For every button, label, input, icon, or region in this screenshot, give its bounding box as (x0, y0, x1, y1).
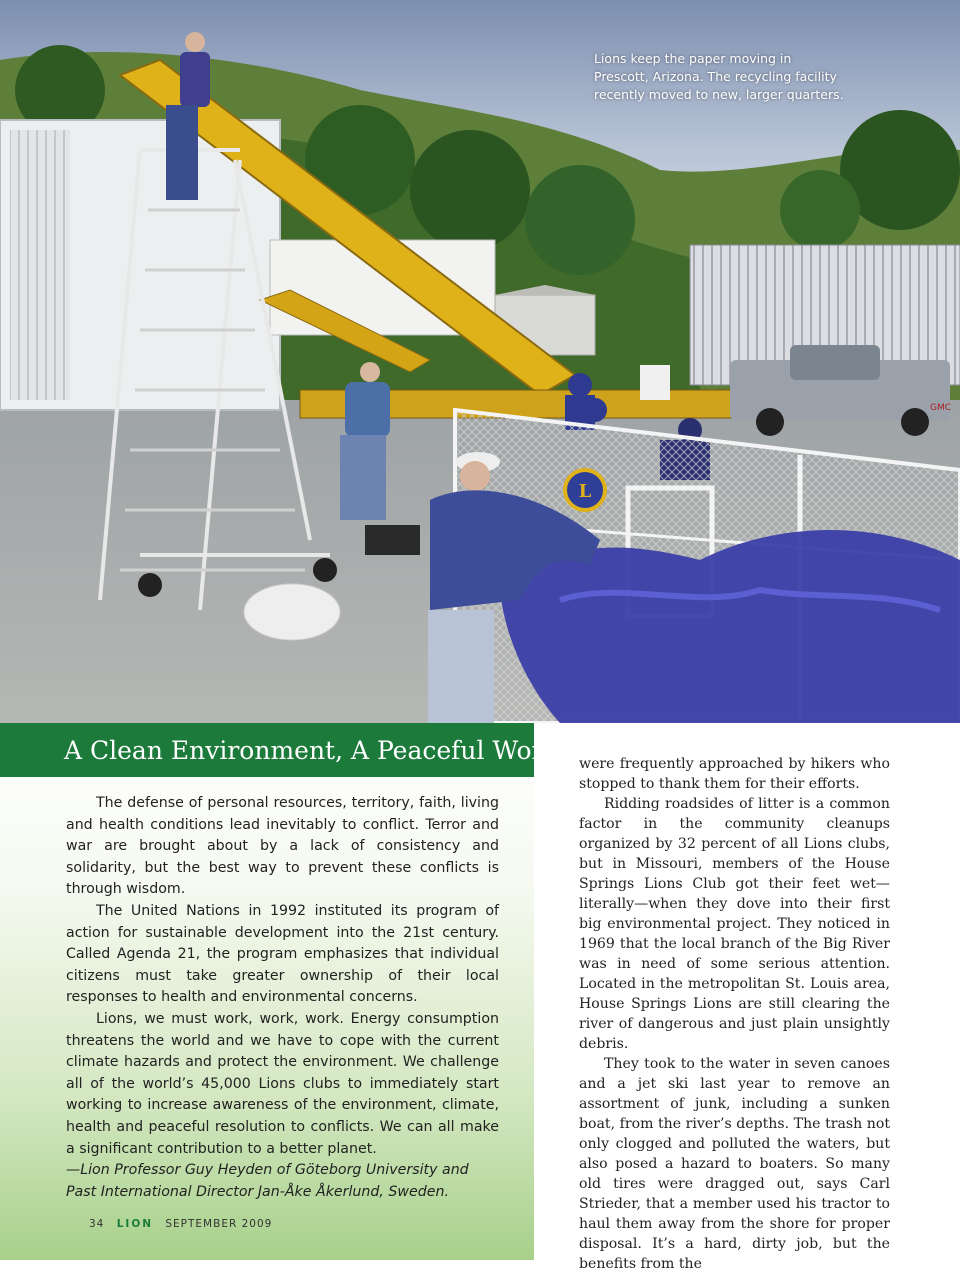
article-paragraph: were frequently approached by hikers who stopped to thank them for their efforts. (579, 756, 890, 792)
tree (780, 170, 860, 250)
garbage-bag (244, 584, 340, 640)
lions-emblem-sign (565, 470, 605, 510)
sidebar-credit: —Lion Professor Guy Heyden of Göteborg University and Past International Director Jan-Åke Åkerlund, Sweden. (66, 1162, 469, 1200)
sidebar-paragraph: The United Nations in 1992 instituted its program of action for sustainable development into the 21st century. Called Agenda 21, the program emphasizes that individual citizens must take greater ownership of their local responses to health and environmental concerns. (66, 902, 499, 1006)
photo-caption: Lions keep the paper moving in Prescott, Arizona. The recycling facility recently moved to new, larger quarters. (594, 51, 844, 102)
article-column (579, 754, 890, 1274)
tree (525, 165, 635, 275)
sidebar-body (66, 793, 499, 1203)
page-footer (89, 1218, 272, 1230)
truck-badge: GMC (930, 403, 952, 413)
magazine-name: LION (116, 1218, 154, 1230)
black-crate (365, 525, 420, 555)
lions-emblem-letter: L (578, 481, 592, 502)
tree (410, 130, 530, 250)
issue-date: SEPTEMBER 2009 (165, 1218, 273, 1230)
sidebar-paragraph: Lions, we must work, work, work. Energy consumption threatens the world and we have to cope with the current climate hazards and protect the environment. We challenge all of the world’s 45,000 Lions clubs to immediately start working to increase awareness of the environment, climate, health and peaceful resolution to conflicts. We can all make a significant contribution to a better planet. (66, 1010, 499, 1157)
article-paragraph: They took to the water in seven canoes and a jet ski last year to remove an assortment of junk, including a sunken boat, from the river’s depths. The trash not only clogged and polluted the waters, but also posed a hazard to boaters. So many old tires were dragged out, says Carl Strieder, that a member used his tractor to haul them away from the shore for proper disposal. It’s a hard, dirty job, but the benefits from the (579, 1056, 890, 1272)
page-number: 34 (89, 1218, 105, 1230)
sidebar-paragraph: The defense of personal resources, territory, faith, living and health conditions lead inevitably to conflict. Terror and war are brought about by a lack of consistency and solidarity, but the best way to prevent these conflicts is through wisdom. (66, 795, 499, 898)
sidebar-title: A Clean Environment, A Peaceful World (64, 736, 568, 765)
worker-center (340, 362, 390, 520)
sidebar-box (0, 723, 568, 1260)
article-paragraph: Ridding roadsides of litter is a common factor in the community cleanups organized by 32 percent of all Lions clubs, but in Missouri, members of the House Springs Lions Club got their feet wet—literally—when they dove into their first big environmental project. They noticed in 1969 that the local branch of the Big River was in need of some serious attention. Located in the metropolitan St. Louis area, House Springs Lions are still clearing the river of dangerous and just plain unsightly debris. (579, 796, 890, 1052)
sidebar-title-bar (0, 723, 568, 777)
